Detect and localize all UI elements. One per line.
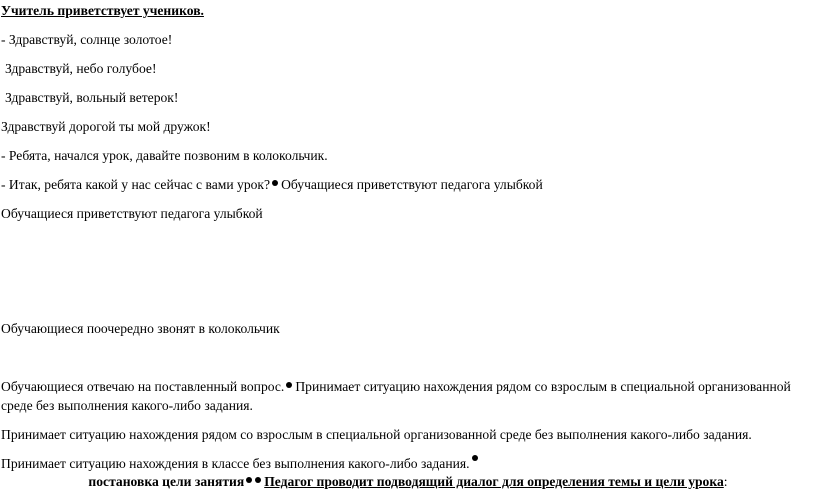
bullet-icon	[272, 180, 278, 186]
accepts-situation-text-1a: Принимает ситуацию нахождения рядом со взрослым в специальной организованной	[295, 379, 791, 394]
accepts-situation-text-3: Принимает ситуацию нахождения в классе без выполнения какого-либо задания.	[1, 456, 470, 471]
greeting-line-2: Здравствуй, небо голубое!	[5, 61, 157, 76]
bullet-icon	[255, 477, 261, 483]
bullet-icon	[286, 382, 292, 388]
colon-text: :	[723, 474, 728, 489]
bullet-icon	[246, 477, 252, 483]
accepts-situation-line-1b: среде без выполнения какого-либо задания.	[1, 398, 253, 413]
student-smile-line: Обучащиеся приветствуют педагога улыбкой	[1, 206, 263, 221]
question-result-text: Обучащиеся приветствуют педагога улыбкой	[281, 177, 543, 192]
bell-instruction: - Ребята, начался урок, давайте позвоним в колокольчик.	[1, 148, 328, 163]
goal-setting-text: постановка цели занятия	[88, 474, 245, 489]
greeting-line-4: Здравствуй дорогой ты мой дружок!	[1, 119, 211, 134]
accepts-situation-line-3	[1, 455, 481, 472]
goal-setting-line	[0, 473, 816, 490]
greeting-line-1: - Здравствуй, солнце золотое!	[1, 32, 173, 47]
heading: Учитель приветствует учеников.	[1, 3, 204, 18]
question-text: - Итак, ребята какой у нас сейчас с вами урок?	[1, 177, 271, 192]
greeting-line-3: Здравствуй, вольный ветерок!	[5, 90, 179, 105]
teacher-dialog-text: Педагог проводит подводящий диалог для определения темы и цели урока	[264, 474, 724, 489]
bullet-icon	[472, 455, 478, 461]
students-bell-line: Обучающиеся поочередно звонят в колокольчик	[1, 321, 280, 336]
accepts-situation-line-2: Принимает ситуацию нахождения рядом со взрослым в специальной организованной среде без выполнения какого-либо задания.	[1, 427, 752, 442]
students-answer-text: Обучающиеся отвечаю на поставленный вопрос.	[1, 379, 285, 394]
question-line	[1, 176, 543, 193]
students-answer-line	[1, 378, 791, 395]
